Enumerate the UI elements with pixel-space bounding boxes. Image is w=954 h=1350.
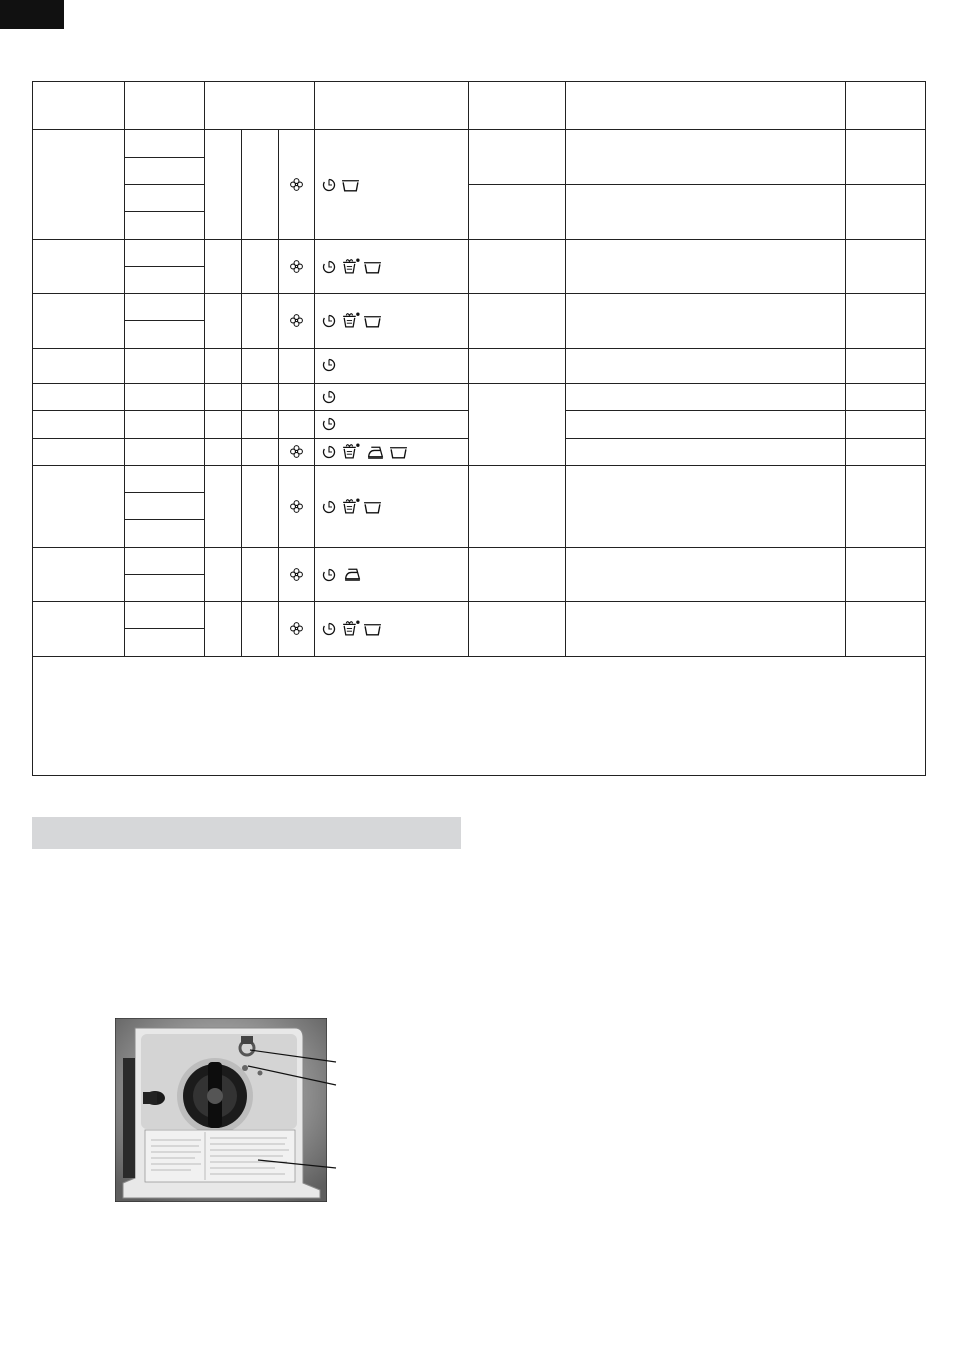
callout-line-2 [248,1066,336,1085]
callout-line-3 [258,1160,336,1168]
callout-line-1 [250,1050,336,1062]
